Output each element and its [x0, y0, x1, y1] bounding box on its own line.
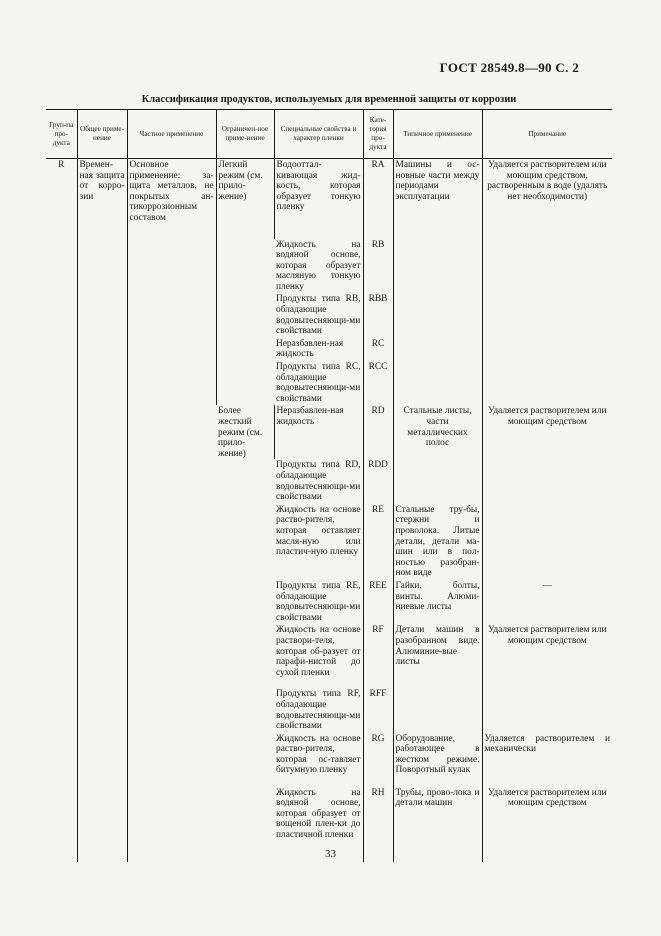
category-cell: RH	[363, 787, 393, 852]
note-cell: Удаляется растворителем или моющим средством	[482, 787, 612, 852]
page-header: ГОСТ 28549.8—90 С. 2	[439, 60, 579, 75]
properties-cell: Продукты типа RF, обладающие водовытесняющи-ми свойствами	[276, 689, 361, 732]
typical-use-cell: Стальные листы, части металлических полос	[393, 405, 482, 459]
properties-cell: Жидкость на водяной основе, которая образует масляную тонкую пленку	[276, 239, 361, 292]
note-cell	[482, 293, 612, 337]
properties-cell: Жидкость на основе раство-рителя, которая оставляет масля-ную или пластич-ную пленку	[276, 504, 361, 558]
table-row	[46, 159, 612, 239]
limited-use-light: Легкий режим (см. прило-жение)	[216, 159, 274, 406]
category-cell: RFF	[363, 688, 393, 732]
column-header-typical-use: Типичное применение	[393, 110, 482, 159]
column-header-properties: Специальные свойства и характер пленки	[274, 110, 363, 159]
typical-use-cell	[393, 459, 482, 503]
note-cell: Удаляется растворителем или моющим средством, растворенным в воде (удалять нет необходимости)	[482, 159, 612, 239]
page-number: 33	[325, 848, 336, 860]
note-cell: Удаляется растворителем и механически	[482, 733, 612, 787]
category-cell: RC	[363, 338, 393, 361]
note-cell	[482, 688, 612, 732]
note-cell	[482, 361, 612, 405]
category-cell: RB	[363, 239, 393, 294]
properties-cell: Водооттал-кивающая жид-кость, которая образует тонкую пленку	[274, 159, 363, 239]
category-cell: RD	[363, 405, 393, 459]
typical-use-cell	[393, 688, 482, 732]
properties-cell: Неразбавлен-ная жидкость	[274, 405, 363, 459]
column-header-note: Примечание	[482, 110, 612, 159]
properties-cell: Жидкость на водяной основе, которая образует от вощеной плен-ки до пластичной пленки	[276, 787, 361, 841]
column-header-category: Кате-гория про-дукта	[363, 110, 393, 159]
note-cell	[482, 239, 612, 294]
category-cell: RBB	[363, 293, 393, 337]
typical-use-cell: Гайки, болты, винты. Алюми-ниевые листы	[393, 580, 482, 624]
limited-use-severe: Более жесткий режим (см. прило-жение)	[218, 406, 263, 459]
category-cell: REE	[363, 580, 393, 624]
category-cell: RA	[363, 159, 393, 239]
column-header-group: Груп-па про-дукта	[46, 110, 77, 159]
typical-use-cell	[393, 239, 482, 294]
category-cell: RDD	[363, 459, 393, 503]
typical-use-cell: Машины и ос-новные части между периодами эксплуатации	[393, 159, 482, 239]
properties-cell: Жидкость на основе раствори-теля, которая об-разует от парафи-нистой до сухой пленки	[276, 625, 361, 678]
column-header-particular-use: Частное применение	[127, 110, 216, 159]
note-cell: Удаляется растворителем или моющим средством	[482, 405, 612, 459]
typical-use-cell: Детали машин в разобранном виде. Алюминие-вые листы	[393, 624, 482, 688]
properties-cell: Продукты типа RC, обладающие водовытесняющи-ми свойствами	[276, 362, 361, 404]
category-cell: RF	[363, 624, 393, 688]
properties-cell: Продукты типа RB, обладающие водовытесняющи-ми свойствами	[276, 294, 361, 337]
note-cell: Удаляется растворителем или моющим средством	[482, 624, 612, 688]
typical-use-cell: Трубы, прово-лока и детали машин	[393, 787, 482, 852]
note-cell	[482, 338, 612, 361]
column-header-limited-use: Ограничен-ное приме-нение	[216, 110, 274, 159]
note-cell	[482, 459, 612, 503]
category-cell: RCC	[363, 361, 393, 405]
typical-use-cell	[393, 293, 482, 337]
general-use-cell: Времен-ная защита от корро-зии	[77, 159, 127, 862]
group-cell: R	[58, 160, 65, 170]
properties-cell: Неразбавлен-ная жидкость	[276, 338, 344, 360]
typical-use-cell	[393, 338, 482, 361]
table-title: Классификация продуктов, используемых для временной защиты от коррозии	[141, 94, 517, 105]
classification-table	[46, 109, 612, 862]
category-cell: RG	[363, 733, 393, 787]
typical-use-cell: Стальные тру-бы, стержни и проволока. Литые детали, детали ма-шин или в пол-ностью разобран-ном виде	[393, 504, 482, 580]
particular-use-cell: Основное применение: за-щита металлов, не покрытых ан-тикоррозионным составом	[127, 159, 216, 862]
note-cell: —	[482, 580, 612, 624]
note-cell	[482, 504, 612, 580]
properties-cell: Жидкость на основе раство-рителя, которая ос-тавляет битумную пленку	[276, 733, 361, 776]
table-header-row	[46, 110, 612, 159]
typical-use-cell	[393, 361, 482, 405]
properties-cell: Продукты типа RE, обладающие водовытесняющи-ми свойствами	[276, 580, 361, 623]
category-cell: RE	[363, 504, 393, 580]
properties-cell: Продукты типа RD, обладающие водовытесняющи-ми свойствами	[276, 460, 361, 503]
column-header-general-use: Общее приме-нение	[77, 110, 127, 159]
typical-use-cell: Оборудование, работающее в жестком режиме. Поворотный кулак	[393, 733, 482, 787]
